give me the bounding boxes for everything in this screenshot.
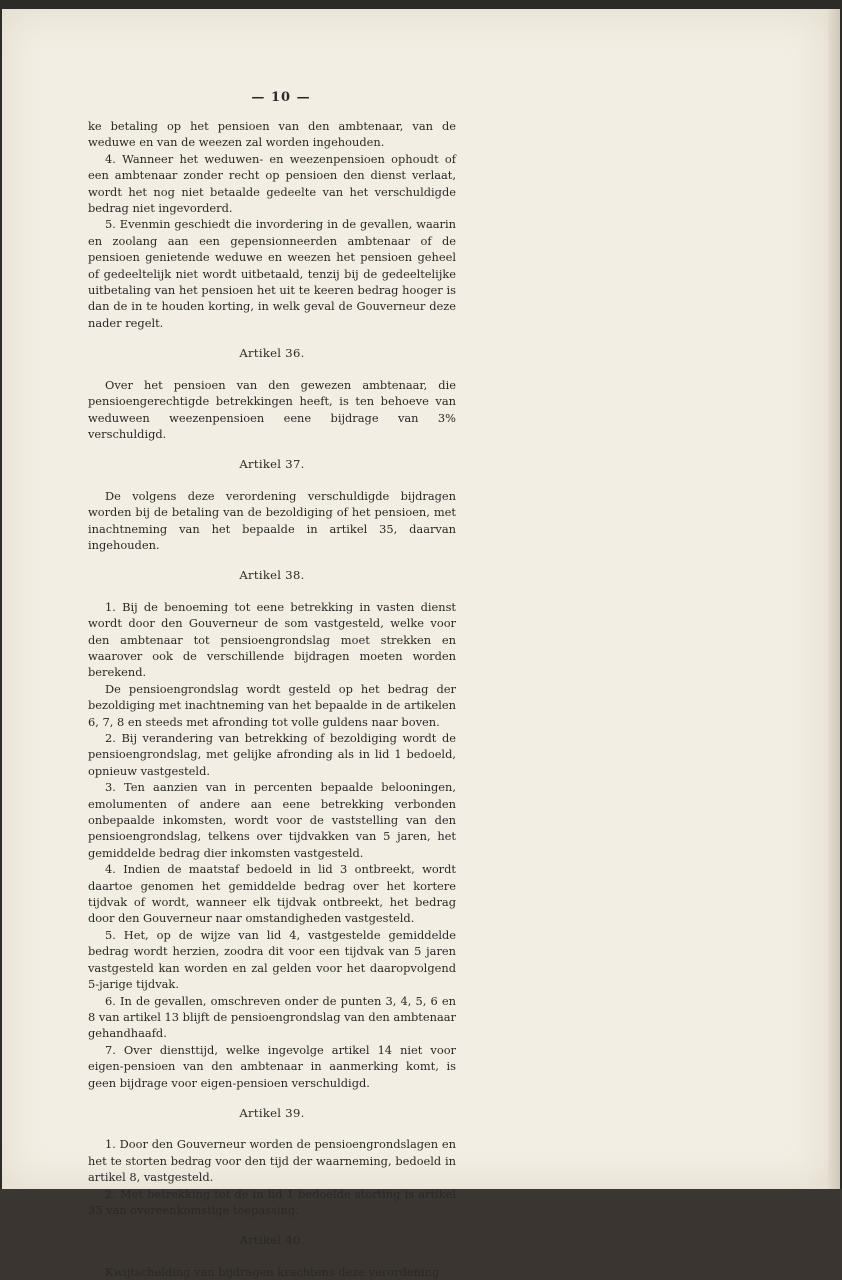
article-38-lid1-continued: De pensioengrondslag wordt gesteld op het bedrag der bezoldiging met inachtneming van het bepaalde in de artikelen 6, 7, 8 en steeds met afronding tot volle guldens naar boven. <box>88 681 456 729</box>
article-39-lid2: 2. Met betrekking tot de in lid 1 bedoelde storting is artikel 35 van overeenkomstige toepassing. <box>88 1186 456 1217</box>
article-38-lid6: 6. In de gevallen, omschreven onder de punten 3, 4, 5, 6 en 8 van artikel 13 blijft de pensioengrondslag van den ambtenaar gehandhaafd. <box>88 993 456 1041</box>
article-40-text: Kwijtschelding van bijdragen krachtens deze verordening <box>105 1264 440 1279</box>
article-38-lid4: 4. Indien de maatstaf bedoeld in lid 3 ontbreekt, wordt daartoe genomen het gemiddelde bedrag over het kortere tijdvak of wordt, wanneer elk tijdvak ontbreekt, het bedrag door den Gouverneur naar omstandigheden vastgesteld. <box>88 862 456 926</box>
article-38-lid1: 1. Bij de benoeming tot eene betrekking in vasten dienst wordt door den Gouverneur de som vastgesteld, welke voor den ambtenaar tot pensioengrondslag moet strekken en waarover ook de verschillende bijdragen moeten worden berekend. <box>88 599 456 680</box>
paragraph-art35-lid5: 5. Evenmin geschiedt die invordering in de gevallen, waarin en zoolang aan een gepensionneerden ambtenaar of de pensioen genietende weduwe en weezen het pensioen geheel of gedeeltelijk niet wordt uitbetaald, tenzij bij de gedeeltelijke uitbetaling van het pensioen het uit te keeren bedrag hooger is dan de in te houden korting, in welk geval de Gouverneur deze nader regelt. <box>88 217 456 330</box>
document-body <box>88 118 456 1280</box>
article-38-lid5: 5. Het, op de wijze van lid 4, vastgestelde gemiddelde bedrag wordt herzien, zoodra dit voor een tijdvak van 5 jaren vastgesteld kan worden en zal gelden voor het daaropvolgend 5-jarige tijdvak. <box>88 927 456 992</box>
article-36-heading: Artikel 36. <box>239 346 305 361</box>
page-edge <box>828 9 840 1189</box>
article-38-lid3: 3. Ten aanzien van in percenten bepaalde belooningen, emolumenten of andere aan eene betrekking verbonden onbepaalde inkomsten, wordt voor de vaststelling van den pensioengrondslag, telkens over tijdvakken van 5 jaren, het gemiddelde bedrag dier inkomsten vastgesteld. <box>88 780 456 860</box>
article-38-heading: Artikel 38. <box>239 568 305 583</box>
paragraph-continuation: ke betaling op het pensioen van den ambtenaar, van de weduwe en van de weezen zal worden ingehouden. <box>88 119 456 150</box>
article-40-heading: Artikel 40. <box>239 1233 305 1248</box>
article-37-text: De volgens deze verordening verschuldigde bijdragen worden bij de betaling van de bezoldiging of het pensioen, met inachtneming van het bepaalde in artikel 35, daarvan ingehouden. <box>88 488 456 552</box>
article-38-lid2: 2. Bij verandering van betrekking of bezoldiging wordt de pensioengrondslag, met gelijke afronding als in lid 1 bedoeld, opnieuw vastgesteld. <box>88 731 456 778</box>
paragraph-art35-lid4: 4. Wanneer het weduwen- en weezenpensioen ophoudt of een ambtenaar zonder recht op pensioen den dienst verlaat, wordt het nog niet betaalde gedeelte van het verschuldigde bedrag niet ingevorderd. <box>88 151 456 216</box>
article-36-text: Over het pensioen van den gewezen ambtenaar, die pensioengerechtigde betrekkingen heeft, is ten behoeve van weduween weezenpensioen eene bijdrage van 3% verschuldigd. <box>88 377 456 441</box>
article-38-lid7: 7. Over diensttijd, welke ingevolge artikel 14 niet voor eigen-pensioen van den ambtenaar in aanmerking komt, is geen bijdrage voor eigen-pensioen verschuldigd. <box>88 1042 456 1090</box>
article-39-lid1: 1. Door den Gouverneur worden de pensioengrondslagen en het te storten bedrag voor den tijd der waarneming, bedoeld in artikel 8, vastgesteld. <box>88 1137 456 1185</box>
article-37-heading: Artikel 37. <box>239 457 305 472</box>
article-39-heading: Artikel 39. <box>239 1105 305 1120</box>
page-number: — 10 — <box>251 90 311 105</box>
